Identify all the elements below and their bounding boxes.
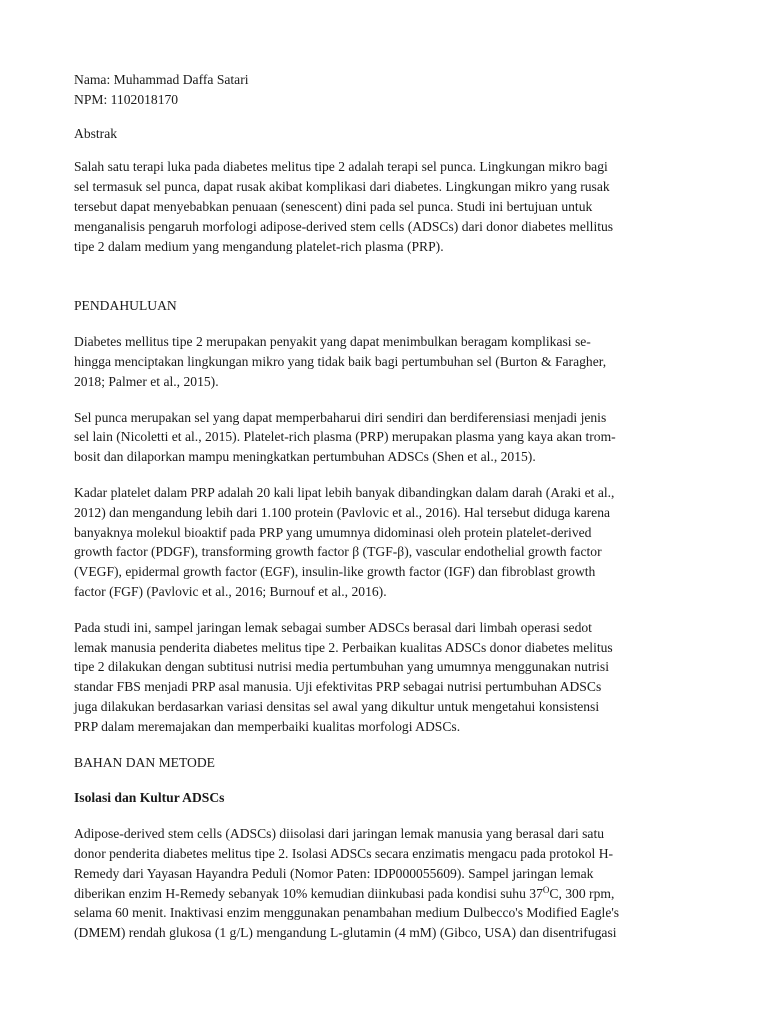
- abstract-title: Abstrak: [74, 125, 118, 141]
- student-number: NPM: 1102018170: [74, 91, 179, 107]
- author-name: Nama: Muhammad Daffa Satari: [74, 72, 249, 87]
- intro-paragraph-1: Diabetes mellitus tipe 2 merupakan penyakit yang dapat menimbulkan beragam komplikasi se- hingga menciptakan lingkungan mikro yang tidak baik bagi pertumbuhan sel (Burton & Faragher, 2018; Palmer et al., 2015).: [74, 334, 607, 389]
- methods-heading: BAHAN DAN METODE: [74, 754, 215, 770]
- intro-paragraph-3: Kadar platelet dalam PRP adalah 20 kali lipat lebih banyak dibandingkan dalam darah (Araki et al., 2012) dan mengandung lebih dari 1.100 protein (Pavlovic et al., 2016). Hal tersebut diduga karena banyaknya molekul bioaktif pada PRP yang umumnya didominasi oleh protein platelet-derived growth factor (PDGF), transforming growth factor β (TGF-β), vascular endothelial growth factor (VEGF), epidermal growth factor (EGF), insulin-like growth factor (IGF) dan fibroblast growth factor (FGF) (Pavlovic et al., 2016; Burnouf et al., 2016).: [74, 484, 615, 599]
- intro-heading: PENDAHULUAN: [74, 298, 177, 314]
- methods-paragraph: Adipose-derived stem cells (ADSCs) diisolasi dari jaringan lemak manusia yang berasal dari satu donor penderita diabetes melitus tipe 2. Isolasi ADSCs secara enzimatis mengacu pada protokol H- Remedy dari Yayasan Hayandra Peduli (Nomor Paten: IDP000055609). Sampel jaringan lemak diberikan enzim H-Remedy sebanyak 10% kemudian diinkubasi pada kondisi suhu $37^OC$, 300 rpm, selama 60 menit. Inaktivasi enzim menggunakan penambahan medium Dulbecco's Modified Eagle's (DMEM) rendah glukosa (1 g/L) mengandung L-glutamin (4 mM) (Gibco, USA) dan disentrifugasi: [74, 824, 696, 943]
- temperature-line: diberikan enzim H-Remedy sebanyak 10% kemudian diinkubasi pada kondisi suhu $37^OC$, 300 rpm,: [74, 884, 615, 901]
- intro-paragraph-4: Pada studi ini, sampel jaringan lemak sebagai sumber ADSCs berasal dari limbah operasi sedot lemak manusia penderita diabetes melitus tipe 2. Perbaikan kualitas ADSCs donor diabetes melitus tipe 2 dilakukan dengan subtitusi nutrisi media pertumbuhan yang umumnya menggunakan nutrisi standar FBS menjadi PRP asal manusia. Uji efektivitas PRP sebagai nutrisi pertumbuhan ADSCs juga dilakukan berdasarkan variasi densitas sel awal yang dikultur untuk mengetahui konsistensi PRP dalam meremajakan dan memperbaiki kualitas morfologi ADSCs.: [74, 619, 613, 734]
- document-body: [74, 70, 696, 943]
- intro-paragraph-2: Sel punca merupakan sel yang dapat memperbaharui diri sendiri dan berdiferensiasi menjadi jenis sel lain (Nicoletti et al., 2015). Platelet-rich plasma (PRP) merupakan plasma yang kaya akan trom- bosit dan dilaporkan mampu meningkatkan pertumbuhan ADSCs (Shen et al., 2015).: [74, 409, 616, 465]
- degree-superscript: O: [542, 884, 550, 895]
- abstract-paragraph: Salah satu terapi luka pada diabetes melitus tipe 2 adalah terapi sel punca. Lingkungan mikro bagi sel termasuk sel punca, dapat rusak akibat komplikasi dari diabetes. Lingkungan mikro yang rusak tersebut dapat menyebabkan penuaan (senescent) dini pada sel punca. Studi ini bertujuan untuk menganalisis pengaruh morfologi adipose-derived stem cells (ADSCs) dari donor diabetes mellitus tipe 2 dalam medium yang mengandung platelet-rich plasma (PRP).: [74, 159, 614, 254]
- methods-subheading: Isolasi dan Kultur ADSCs: [74, 790, 225, 806]
